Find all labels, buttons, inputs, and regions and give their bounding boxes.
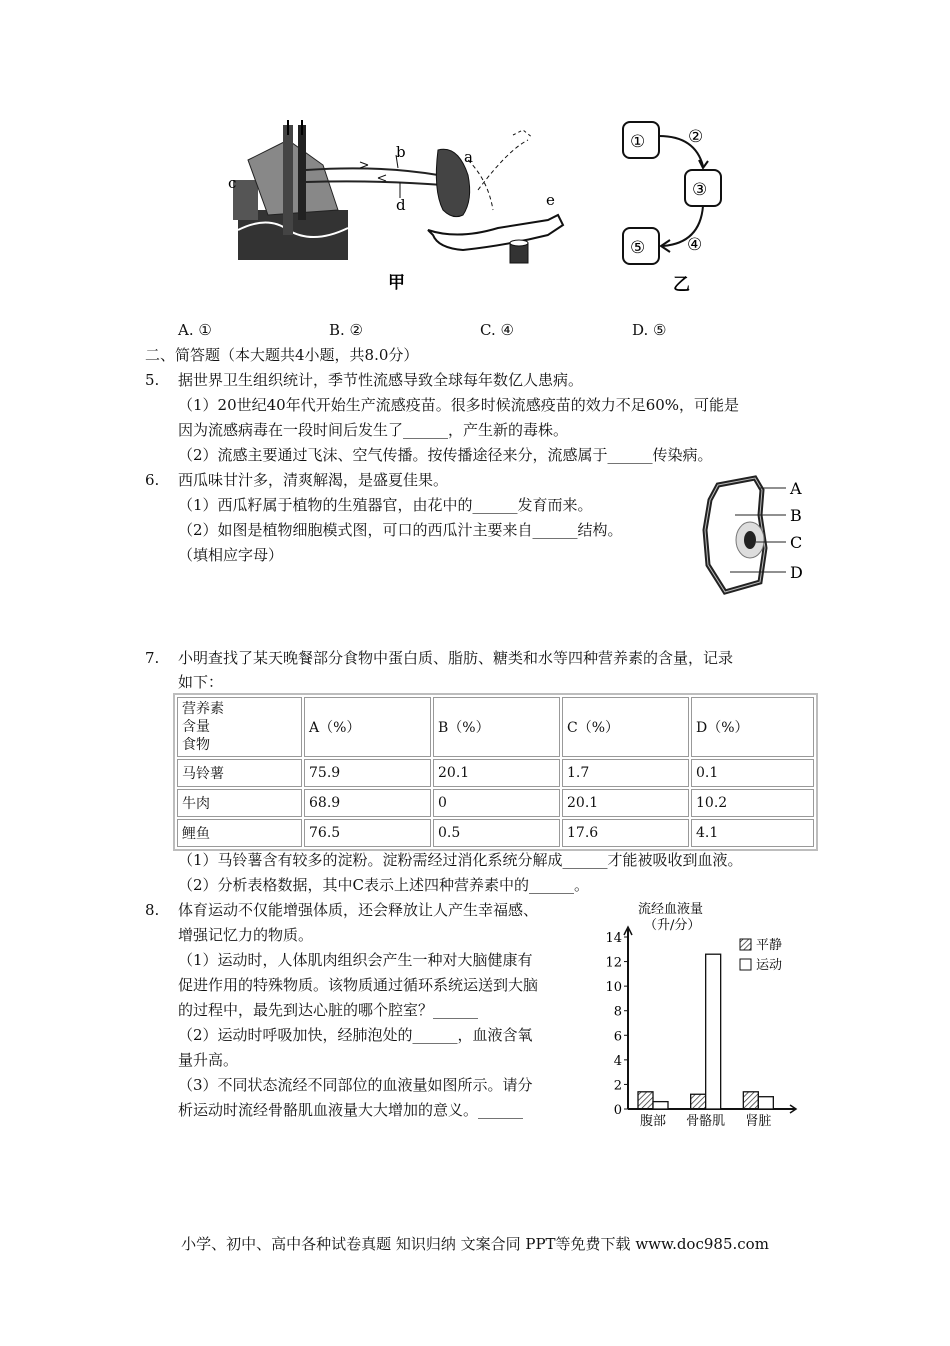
chart-bars xyxy=(638,954,773,1127)
label-n1: ① xyxy=(630,132,646,152)
y-tick-label: 10 xyxy=(605,980,622,996)
y-tick-label: 2 xyxy=(613,1078,622,1094)
q7-part1: （1）马铃薯含有较多的淀粉。淀粉需经过消化系统分解成______才能被吸收到血液。 xyxy=(178,851,743,869)
caption-jia: 甲 xyxy=(388,273,405,293)
bar-运动 xyxy=(706,954,721,1109)
q5-stem: 据世界卫生组织统计，季节性流感导致全球每年数亿人患病。 xyxy=(178,371,584,389)
table-cell: 4.1 xyxy=(691,819,814,847)
table-cell: 20.1 xyxy=(562,789,689,817)
q7-stem-a: 小明查找了某天晚餐部分食物中蛋白质、脂肪、糖类和水等四种营养素的含量，记录 xyxy=(178,649,734,667)
table-row xyxy=(177,789,814,817)
table-cell: 17.6 xyxy=(562,819,689,847)
blood-flow-chart xyxy=(598,897,808,1127)
spinal-cord-drawing xyxy=(233,120,348,260)
category-label: 骨骼肌 xyxy=(686,1114,726,1127)
table-cell: 76.5 xyxy=(304,819,431,847)
q8-line2: 增强记忆力的物质。 xyxy=(178,926,314,944)
table-cell-food: 牛肉 xyxy=(177,789,302,817)
corner-nutrient: 营养素 xyxy=(182,701,224,717)
table-cell: 75.9 xyxy=(304,759,431,787)
table-row xyxy=(177,759,814,787)
q6-number: 6. xyxy=(145,471,160,489)
cell-nucleus xyxy=(744,531,756,549)
y-tick-label: 0 xyxy=(613,1103,622,1118)
figure-jia xyxy=(228,120,578,295)
table-cell: 68.9 xyxy=(304,789,431,817)
y-tick-label: 14 xyxy=(605,931,622,946)
q5-part1b: 因为流感病毒在一段时间后发生了______，产生新的毒株。 xyxy=(178,421,569,439)
table-cell: 10.2 xyxy=(691,789,814,817)
q8-number: 8. xyxy=(145,901,160,919)
table-corner-cell xyxy=(177,697,302,757)
label-c: c xyxy=(228,174,237,192)
q5-number: 5. xyxy=(145,371,160,389)
table-row xyxy=(177,819,814,847)
page-footer: 小学、初中、高中各种试卷真题 知识归纳 文案合同 PPT等免费下载 www.doc985.com xyxy=(181,1235,769,1253)
table-header-row xyxy=(177,697,814,757)
q8-line8: （3）不同状态流经不同部位的血液量如图所示。请分 xyxy=(178,1076,533,1094)
q7-part2: （2）分析表格数据，其中C表示上述四种营养素中的______。 xyxy=(178,876,590,894)
cell-label-d: D xyxy=(790,563,803,582)
label-n3: ③ xyxy=(692,180,708,200)
column-header: D（%） xyxy=(691,697,814,757)
column-header: A（%） xyxy=(304,697,431,757)
bar-平静 xyxy=(743,1092,758,1109)
column-header: C（%） xyxy=(562,697,689,757)
y-tick-label: 4 xyxy=(613,1053,622,1069)
corner-food: 食物 xyxy=(182,737,210,753)
q6-stem: 西瓜味甘汁多，清爽解渴，是盛夏佳果。 xyxy=(178,471,449,489)
chart-axes xyxy=(605,927,796,1118)
option-d[interactable]: D. ⑤ xyxy=(632,321,667,339)
figure-yi xyxy=(615,118,735,298)
bar-运动 xyxy=(653,1102,668,1109)
label-b: b xyxy=(396,143,406,161)
legend-swatch-平静 xyxy=(740,939,751,950)
nutrient-table xyxy=(173,693,818,851)
category-label: 腹部 xyxy=(639,1114,667,1127)
cell-label-c: C xyxy=(790,533,803,552)
y-tick-label: 8 xyxy=(613,1004,622,1020)
q8-line1: 体育运动不仅能增强体质，还会释放让人产生幸福感、 xyxy=(178,901,539,919)
bar-运动 xyxy=(758,1097,773,1109)
plant-cell-figure xyxy=(690,470,815,600)
option-b[interactable]: B. ② xyxy=(329,321,364,339)
q6-part1: （1）西瓜籽属于植物的生殖器官，由花中的______发育而来。 xyxy=(178,496,593,514)
chart-title: 流经血液量 xyxy=(638,902,704,917)
column-header: B（%） xyxy=(433,697,560,757)
q8-line4: 促进作用的特殊物质。该物质通过循环系统运送到大脑 xyxy=(178,976,539,994)
bar-平静 xyxy=(691,1094,706,1109)
option-a[interactable]: A. ① xyxy=(178,321,212,339)
cell-label-a: A xyxy=(790,479,802,498)
arm-drawing xyxy=(428,215,563,250)
corner-content: 含量 xyxy=(182,719,210,735)
table-cell: 0 xyxy=(433,789,560,817)
legend-label: 运动 xyxy=(756,958,783,973)
q5-part1a: （1）20世纪40年代开始生产流感疫苗。很多时候流感疫苗的效力不足60%，可能是 xyxy=(178,396,740,414)
table-cell: 0.5 xyxy=(433,819,560,847)
q8-line9: 析运动时流经骨骼肌血液量大大增加的意义。______ xyxy=(178,1101,524,1119)
q7-number: 7. xyxy=(145,649,160,667)
q6-part2b: （填相应字母） xyxy=(178,546,284,564)
q7-stem-b: 如下： xyxy=(178,673,224,691)
q8-line3: （1）运动时，人体肌肉组织会产生一种对大脑健康有 xyxy=(178,951,533,969)
legend-label: 平静 xyxy=(756,938,783,953)
q8-line5: 的过程中，最先到达心脏的哪个腔室？______ xyxy=(178,1001,479,1019)
table-cell-food: 马铃薯 xyxy=(177,759,302,787)
q6-part2: （2）如图是植物细胞模式图，可口的西瓜汁主要来自______结构。 xyxy=(178,521,623,539)
table-cell: 1.7 xyxy=(562,759,689,787)
chart-ylabel: （升/分） xyxy=(644,918,701,933)
category-label: 肾脏 xyxy=(745,1114,772,1127)
table-cell: 0.1 xyxy=(691,759,814,787)
chart-legend xyxy=(740,937,782,973)
y-tick-label: 12 xyxy=(605,955,622,971)
cup-drawing xyxy=(510,240,528,263)
q8-line7: 量升高。 xyxy=(178,1051,239,1069)
table-cell-food: 鲤鱼 xyxy=(177,819,302,847)
label-n2: ② xyxy=(688,127,704,147)
label-d: d xyxy=(396,196,406,214)
q5-part2: （2）流感主要通过飞沫、空气传播。按传播途径来分，流感属于______传染病。 xyxy=(178,446,713,464)
option-c[interactable]: C. ④ xyxy=(480,321,514,339)
label-n4: ④ xyxy=(687,235,703,255)
caption-yi: 乙 xyxy=(673,275,690,295)
bar-平静 xyxy=(638,1092,653,1109)
q8-line6: （2）运动时呼吸加快，经肺泡处的______，血液含氧 xyxy=(178,1026,533,1044)
y-tick-label: 6 xyxy=(613,1029,622,1045)
legend-swatch-运动 xyxy=(740,959,751,970)
label-n5: ⑤ xyxy=(630,238,646,258)
table-cell: 20.1 xyxy=(433,759,560,787)
cell-label-b: B xyxy=(790,506,802,525)
label-e: e xyxy=(546,191,555,209)
label-a: a xyxy=(464,148,473,166)
section-title: 二、简答题（本大题共4小题，共8.0分） xyxy=(145,346,419,364)
